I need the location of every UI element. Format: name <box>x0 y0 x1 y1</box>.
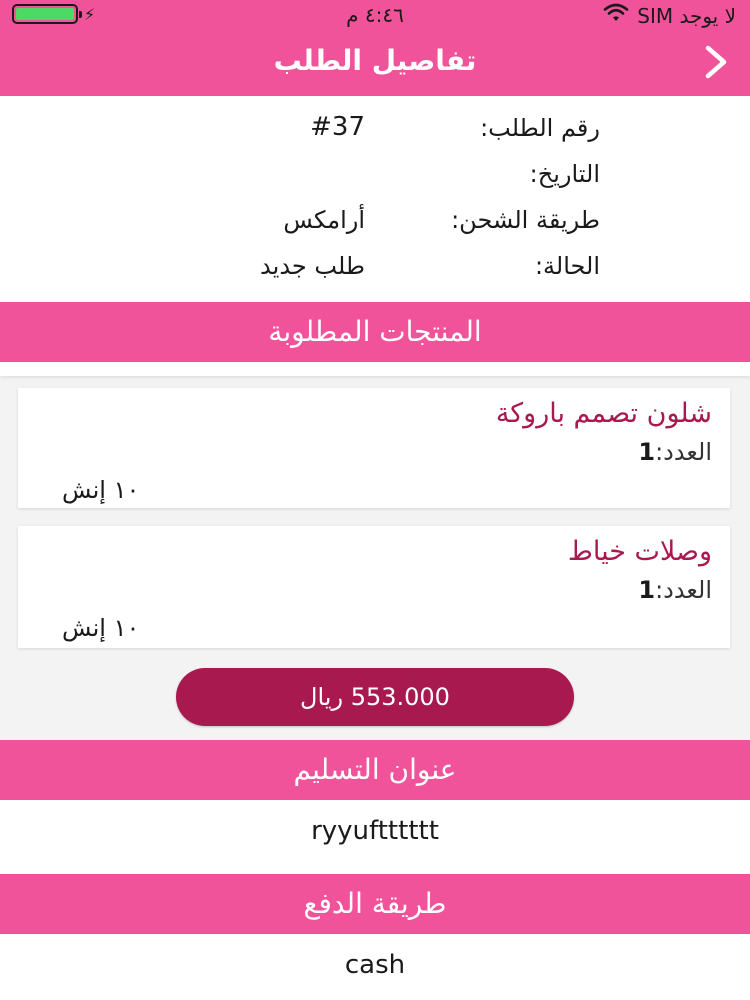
payment-method-value: cash <box>0 934 750 1000</box>
battery-group <box>12 4 95 24</box>
shipping-method-label: طريقة الشحن: <box>451 206 600 234</box>
order-info <box>0 96 750 302</box>
shipping-method-row <box>0 206 750 246</box>
quantity-label: العدد: <box>655 438 712 466</box>
product-name: شلون تصمم باروكة <box>495 398 712 429</box>
order-status-row <box>0 252 750 292</box>
products-section-header: المنتجات المطلوبة <box>0 302 750 362</box>
order-date-label: التاريخ: <box>529 160 600 188</box>
back-button[interactable] <box>696 40 736 84</box>
product-card[interactable] <box>18 388 730 508</box>
shipping-method-value: أرامكس <box>283 206 365 234</box>
product-option: ١٠ إنش <box>62 614 140 642</box>
battery-icon <box>12 4 78 24</box>
product-quantity <box>638 576 712 604</box>
order-date-row <box>0 160 750 200</box>
product-option: ١٠ إنش <box>62 476 140 504</box>
payment-method-header: طريقة الدفع <box>0 874 750 934</box>
delivery-address-value: ryyuftttttt <box>0 800 750 874</box>
carrier-text: لا يوجد SIM <box>637 3 736 28</box>
order-number-value: #37 <box>310 112 365 142</box>
quantity-value: 1 <box>638 576 656 604</box>
product-quantity <box>638 438 712 466</box>
product-card[interactable] <box>18 526 730 648</box>
charging-icon: ⚡ <box>84 4 96 24</box>
order-status-label: الحالة: <box>534 252 600 280</box>
nav-bar <box>0 30 750 96</box>
clock: ٤:٤٦ م <box>346 3 404 27</box>
products-header-shadow <box>0 362 750 376</box>
chevron-right-icon <box>696 40 736 84</box>
status-bar <box>0 0 750 30</box>
order-number-label: رقم الطلب: <box>480 114 600 142</box>
delivery-address-header: عنوان التسليم <box>0 740 750 800</box>
quantity-label: العدد: <box>655 576 712 604</box>
total-price-button[interactable]: 553.000 ريال <box>176 668 574 726</box>
quantity-value: 1 <box>638 438 656 466</box>
order-status-value: طلب جديد <box>260 252 365 280</box>
order-number-row <box>0 114 750 154</box>
page-title: تفاصيل الطلب <box>273 44 477 77</box>
product-name: وصلات خياط <box>567 536 712 567</box>
